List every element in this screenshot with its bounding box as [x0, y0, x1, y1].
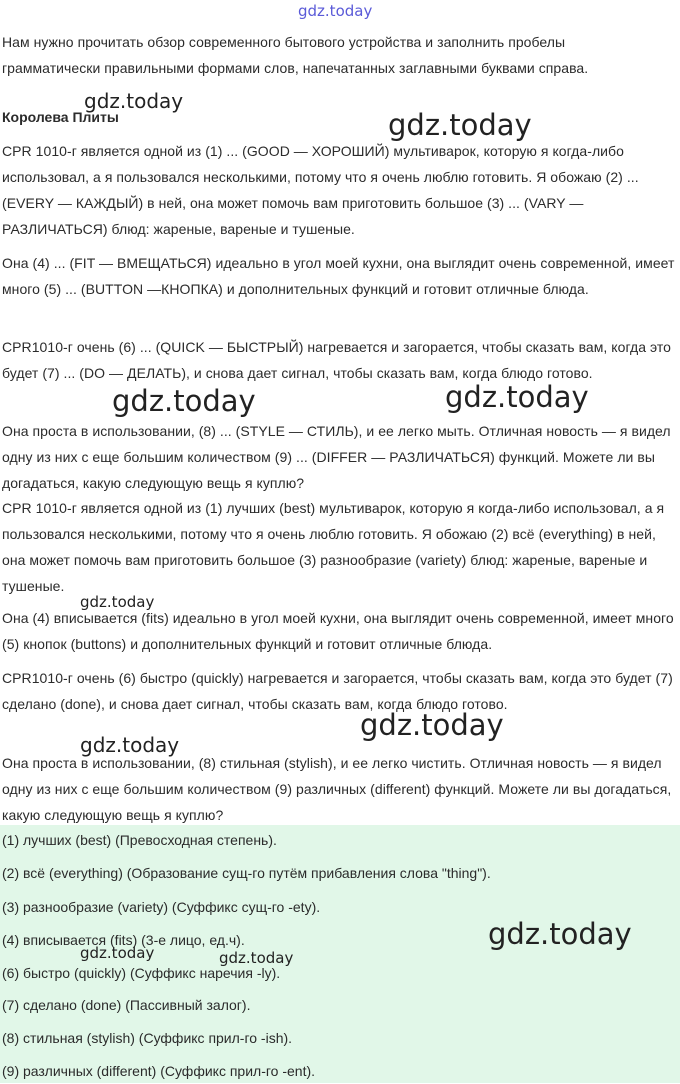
task-paragraph-1: CPR 1010-г является одной из (1) ... (GOOD — ХОРОШИЙ) мультиварок, которую я когда-либо использовал, а я пользовался несколькими, потому что я очень люблю готовить. Я обожаю (2) ... (EVERY — КАЖДЫЙ) в ней, она может помочь вам приготовить большое (3) ... (VARY — РАЗЛИЧАТЬСЯ) блюд: жареные, вареные и тушеные. [2, 143, 639, 237]
answer-6: (6) быстро (quickly) (Суффикс наречия -ly). [2, 965, 281, 981]
solution-paragraph-1: CPR 1010-г является одной из (1) лучших (best) мультиварок, которую я когда-либо использовал, а я пользовался несколькими, потому что я очень люблю готовить. Я обожаю (2) всё (everything) в ней, она может помочь вам приготовить большое (3) разнообразие (variety) блюд: жареные, вареные и тушеные. [2, 500, 665, 594]
text-title: Королева Плиты [2, 109, 119, 125]
solution-paragraph-3: CPR1010-г очень (6) быстро (quickly) нагревается и загорается, чтобы сказать вам, когда это будет (7) сделано (done), и снова дает сигнал, чтобы сказать вам, когда блюдо готово. [2, 670, 673, 712]
task-paragraph-2: Она (4) ... (FIT — ВМЕЩАТЬСЯ) идеально в угол моей кухни, она выглядит очень современной, имеет много (5) ... (BUTTON —КНОПКА) и дополнительных функций и готовит отличные блюда. [2, 255, 675, 297]
watermark: gdz.today [80, 593, 155, 611]
answers-box [0, 825, 680, 1083]
watermark: gdz.today [388, 108, 532, 142]
solution-paragraph-4: Она проста в использовании, (8) стильная (stylish), и ее легко чистить. Отличная новость — я видел одну из них с еще большим количеством (9) различных (different) функций. Можете ли вы догадаться, какую следующую вещь я куплю? [2, 755, 672, 823]
answer-7: (7) сделано (done) (Пассивный залог). [2, 997, 251, 1013]
watermark: gdz.today [445, 380, 589, 414]
intro-text: Нам нужно прочитать обзор современного бытового устройства и заполнить пробелы грамматически правильными формами слов, напечатанных заглавными буквами справа. [2, 34, 589, 76]
watermark: gdz.today [488, 917, 632, 951]
answer-4: (4) вписывается (fits) (3-е лицо, ед.ч). [2, 932, 245, 948]
answer-2: (2) всё (everything) (Образование сущ-го путём прибавления слова "thing"). [2, 865, 491, 881]
answer-1: (1) лучших (best) (Превосходная степень). [2, 832, 277, 848]
watermark: gdz.today [112, 384, 256, 418]
answer-9: (9) различных (different) (Суффикс прил-го -ent). [2, 1063, 316, 1079]
watermark: gdz.today [298, 2, 373, 20]
watermark: gdz.today [360, 708, 504, 742]
answer-3: (3) разнообразие (variety) (Суффикс сущ-го -ety). [2, 899, 321, 915]
task-paragraph-3: CPR1010-г очень (6) ... (QUICK — БЫСТРЫЙ) нагревается и загорается, чтобы сказать вам, когда это будет (7) ... (DO — ДЕЛАТЬ), и снова дает сигнал, чтобы сказать вам, когда блюдо готово. [2, 339, 672, 381]
watermark: gdz.today [80, 944, 155, 962]
answer-8: (8) стильная (stylish) (Суффикс прил-го -ish). [2, 1030, 293, 1046]
solution-paragraph-2: Она (4) вписывается (fits) идеально в угол моей кухни, она выглядит очень современной, имеет много (5) кнопок (buttons) и дополнительных функций и готовит отличные блюда. [2, 610, 674, 652]
task-paragraph-4: Она проста в использовании, (8) ... (STYLE — СТИЛЬ), и ее легко мыть. Отличная новость — я видел одну из них с еще большим количеством (9) ... (DIFFER — РАЗЛИЧАТЬСЯ) функций. Можете ли вы догадаться, какую следующую вещь я куплю? [2, 423, 671, 491]
watermark: gdz.today [80, 733, 180, 757]
watermark: gdz.today [84, 89, 184, 113]
watermark: gdz.today [219, 949, 294, 967]
